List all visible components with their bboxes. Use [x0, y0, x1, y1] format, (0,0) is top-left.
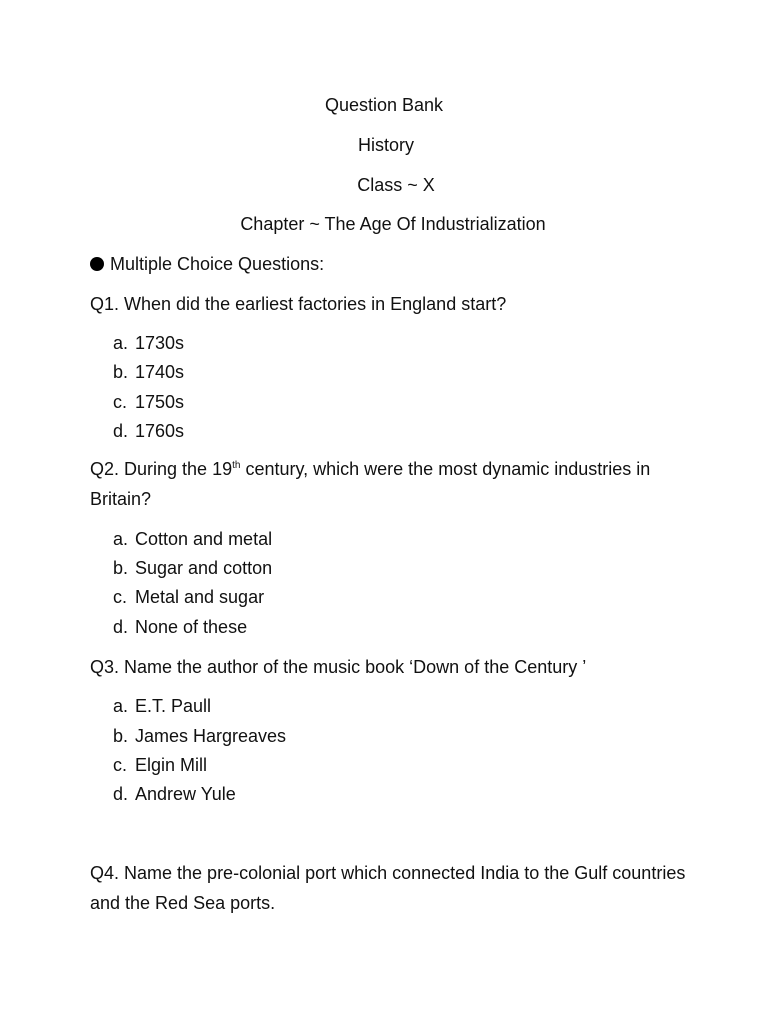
- q3-option-d: [113, 783, 236, 805]
- section-heading: [90, 253, 324, 275]
- option-text: 1740s: [135, 362, 185, 382]
- q3-option-c: [113, 754, 207, 776]
- option-letter: b.: [113, 726, 129, 746]
- option-letter: c.: [113, 755, 128, 775]
- question-2: [90, 455, 690, 514]
- option-letter: d.: [113, 617, 129, 637]
- option-text: Sugar and cotton: [135, 558, 273, 578]
- doc-title: Question Bank: [324, 95, 444, 115]
- doc-subject: History: [357, 135, 414, 155]
- question-2-text-pre: Q2. During the 19: [90, 459, 233, 479]
- option-letter: b.: [113, 558, 129, 578]
- option-letter: a.: [113, 333, 129, 353]
- option-text: Andrew Yule: [135, 784, 236, 804]
- question-2-text-post: century, which were the most dynamic industries in Britain?: [90, 459, 651, 509]
- option-letter: a.: [113, 696, 129, 716]
- doc-class: Class ~ X: [357, 175, 435, 195]
- question-4: Q4. Name the pre-colonial port which connected India to the Gulf countries and the Red Sea ports.: [90, 863, 686, 913]
- question-2-superscript: th: [232, 460, 241, 471]
- q2-option-a: [113, 528, 272, 550]
- q2-option-b: [113, 557, 272, 579]
- option-text: None of these: [135, 617, 248, 637]
- option-text: Cotton and metal: [135, 529, 273, 549]
- option-text: Metal and sugar: [135, 587, 265, 607]
- question-3: Q3. Name the author of the music book ‘Down of the Century ’: [90, 657, 587, 677]
- q2-option-c: [113, 586, 264, 608]
- option-letter: c.: [113, 392, 128, 412]
- q1-option-b: [113, 361, 184, 383]
- q1-option-d: [113, 420, 184, 442]
- option-text: Elgin Mill: [135, 755, 208, 775]
- q1-option-c: [113, 391, 184, 413]
- q3-option-b: [113, 725, 286, 747]
- option-letter: b.: [113, 362, 129, 382]
- option-text: 1750s: [135, 392, 185, 412]
- question-1: Q1. When did the earliest factories in England start?: [90, 294, 507, 314]
- option-letter: d.: [113, 421, 129, 441]
- bullet-icon: [90, 257, 104, 271]
- option-letter: c.: [113, 587, 128, 607]
- q2-option-d: [113, 616, 247, 638]
- doc-chapter: Chapter ~ The Age Of Industrialization: [240, 214, 546, 234]
- option-text: E.T. Paull: [135, 696, 212, 716]
- option-text: 1760s: [135, 421, 185, 441]
- section-label: Multiple Choice Questions:: [110, 254, 325, 274]
- q3-option-a: [113, 695, 211, 717]
- option-text: 1730s: [135, 333, 185, 353]
- option-letter: d.: [113, 784, 129, 804]
- option-letter: a.: [113, 529, 129, 549]
- option-text: James Hargreaves: [135, 726, 287, 746]
- q1-option-a: [113, 332, 184, 354]
